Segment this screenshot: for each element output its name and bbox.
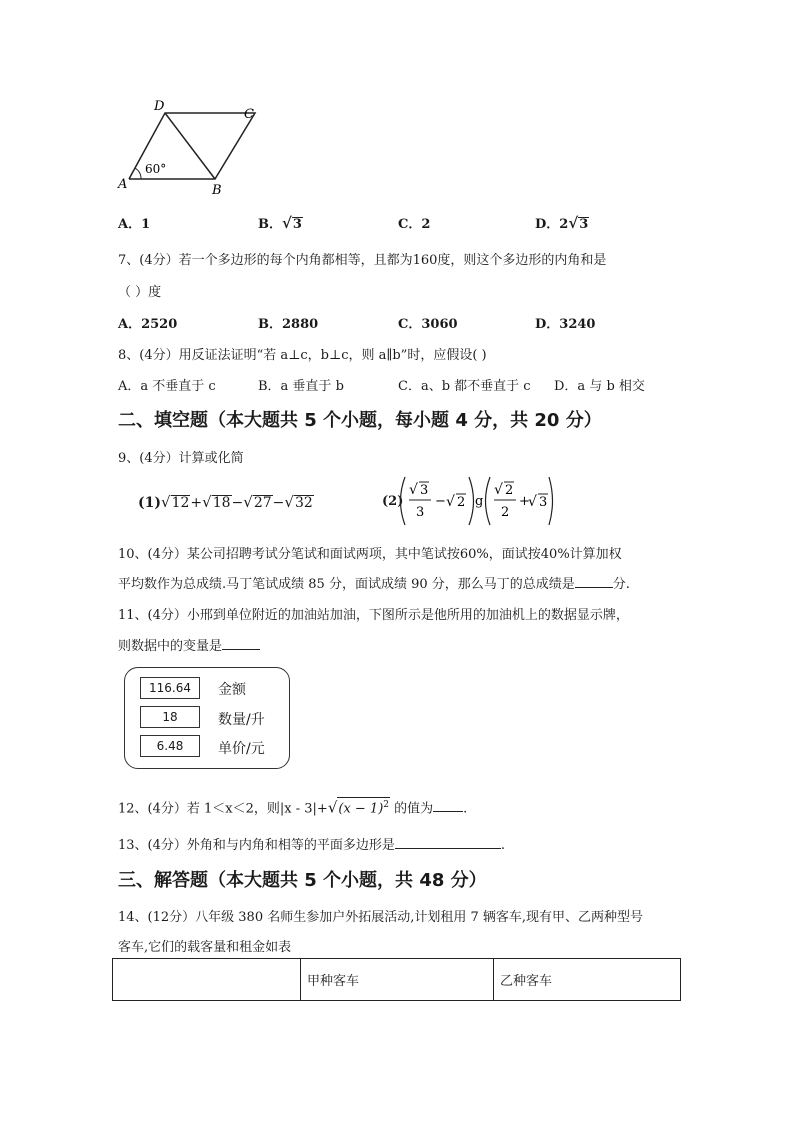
frac2-numerator: 2 [505, 483, 514, 498]
q9-part1: (1)√12+√18−√27−√32 [138, 493, 313, 511]
q12-end: . [463, 801, 468, 817]
q14-line-1: 14、(12分）八年级 380 名师生参加户外拓展活动,计划租用 7 辆客车,现有甲、乙两种型号 [118, 910, 644, 925]
q6-option-c: C．2 [398, 217, 431, 232]
q12-prefix: 12、(4分）若 1＜x＜2，则|x - 3|+ [118, 801, 328, 817]
fuel-display-panel [124, 667, 290, 769]
q7-option-d: D．3240 [535, 317, 596, 332]
display-price-label: 单价/元 [218, 741, 265, 757]
display-quantity-label: 数量/升 [218, 712, 265, 728]
q13-end: . [500, 838, 506, 853]
product-symbol: g [475, 494, 484, 509]
q13-text [118, 834, 505, 853]
q6-option-b-label: B． [258, 217, 282, 232]
q6-option-b-radicand: 3 [292, 217, 302, 232]
q10-line-2 [118, 573, 630, 592]
table-row [113, 959, 681, 1001]
sqrt-icon: √ [202, 493, 212, 511]
sqrt-icon: √ [446, 494, 455, 510]
sqrt-icon: √ [494, 482, 503, 498]
q9-term-4: 32 [294, 495, 313, 511]
answer-blank[interactable] [575, 575, 613, 588]
display-price-value: 6.48 [140, 735, 200, 757]
sqrt-icon: √ [284, 493, 294, 511]
q9-part2-label: (2) [382, 494, 404, 509]
right-paren-2 [549, 477, 553, 525]
right-paren-1 [469, 477, 474, 525]
q7-option-c: C．3060 [398, 317, 458, 332]
table-header-bus-b: 乙种客车 [494, 959, 681, 1001]
q9-part1-label: (1) [138, 495, 161, 511]
q12-text [118, 797, 467, 816]
q6-option-b [258, 213, 303, 232]
answer-blank[interactable] [222, 637, 260, 650]
display-amount-label: 金额 [218, 682, 246, 698]
q12-suffix: 的值为 [394, 801, 434, 817]
angle-label: 60° [145, 162, 167, 176]
section-heading-fill-blank: 二、填空题（本大题共 5 个小题，每小题 4 分，共 20 分） [118, 410, 602, 431]
table-header-bus-a: 甲种客车 [301, 959, 494, 1001]
q11-line-2-text: 则数据中的变量是 [118, 639, 223, 654]
answer-blank[interactable] [433, 799, 463, 812]
q9-term-1: 12 [171, 495, 190, 511]
q7-option-b: B．2880 [258, 317, 319, 332]
minus-sign: − [435, 494, 446, 509]
term-r2: 3 [539, 495, 548, 510]
vertex-label-a: A [118, 177, 128, 192]
diagonal-db [165, 113, 215, 179]
parallelogram-figure [112, 96, 272, 198]
answer-blank[interactable] [395, 836, 501, 849]
sqrt-icon: √ [282, 214, 292, 232]
bus-table [112, 958, 681, 1001]
left-paren-2 [486, 477, 491, 525]
vertex-label-c: C [244, 107, 254, 122]
q12-exponent: 2 [383, 800, 390, 810]
q8-option-a: A．a 不垂直于 c [118, 379, 216, 394]
left-paren-1 [401, 477, 406, 525]
display-amount-value: 116.64 [140, 677, 200, 699]
q8-option-c: C．a、b 都不垂直于 c [398, 379, 531, 394]
q6-option-d [535, 213, 589, 232]
q10-line-1: 10、(4分）某公司招聘考试分笔试和面试两项，其中笔试按60%，面试按40%计算加权 [118, 547, 622, 562]
sqrt-icon: √ [528, 494, 537, 510]
q11-line-1: 11、(4分）小邢到单位附近的加油站加油，下图所示是他所用的加油机上的数据显示牌， [118, 608, 629, 623]
frac2-denominator: 2 [501, 505, 510, 520]
q13-stem: 13、(4分）外角和与内角和相等的平面多边形是 [118, 838, 395, 853]
vertex-label-b: B [212, 183, 222, 198]
q7-option-a: A．2520 [118, 317, 178, 332]
frac1-numerator: 3 [420, 483, 429, 498]
q14-line-2: 客车,它们的载客量和租金如表 [118, 940, 292, 955]
sqrt-icon: √ [161, 493, 171, 511]
q7-stem: 7、(4分）若一个多边形的每个内角都相等，且都为160度，则这个多边形的内角和是 [118, 253, 607, 268]
table-header-empty [113, 959, 301, 1001]
q6-option-d-radicand: 3 [579, 217, 589, 232]
q8-option-b: B．a 垂直于 b [258, 379, 344, 394]
plus-sign: + [519, 494, 530, 509]
section-heading-solution: 三、解答题（本大题共 5 个小题，共 48 分） [118, 870, 487, 891]
q6-option-d-label: D．2 [535, 217, 569, 232]
sqrt-icon: √ [409, 482, 418, 498]
sqrt-icon: √ [327, 798, 338, 817]
angle-arc [135, 168, 141, 179]
q10-suffix: 分. [612, 577, 630, 592]
q8-stem: 8、(4分）用反证法证明“若 a⊥c，b⊥c，则 a∥b”时，应假设( ) [118, 348, 487, 363]
q9-stem: 9、(4分）计算或化简 [118, 451, 244, 466]
q9-part2-expression [396, 475, 556, 527]
q9-term-3: 27 [253, 495, 272, 511]
sqrt-icon: √ [568, 214, 579, 232]
q11-line-2 [118, 635, 260, 654]
q6-option-a: A．1 [118, 217, 151, 232]
display-quantity-value: 18 [140, 706, 200, 728]
q8-option-d: D．a 与 b 相交 [554, 379, 645, 394]
q7-stem-2: （ ）度 [118, 285, 162, 300]
vertex-label-d: D [154, 99, 165, 114]
frac1-denominator: 3 [416, 505, 425, 520]
sqrt-icon: √ [243, 493, 253, 511]
q9-term-2: 18 [212, 495, 231, 511]
q10-line-2-text: 平均数作为总成绩.马丁笔试成绩 85 分，面试成绩 90 分，那么马丁的总成绩是 [118, 577, 575, 592]
q12-radicand [337, 797, 390, 816]
term-r1: 2 [457, 495, 466, 510]
q12-radicand-text: (x − 1) [338, 801, 384, 817]
